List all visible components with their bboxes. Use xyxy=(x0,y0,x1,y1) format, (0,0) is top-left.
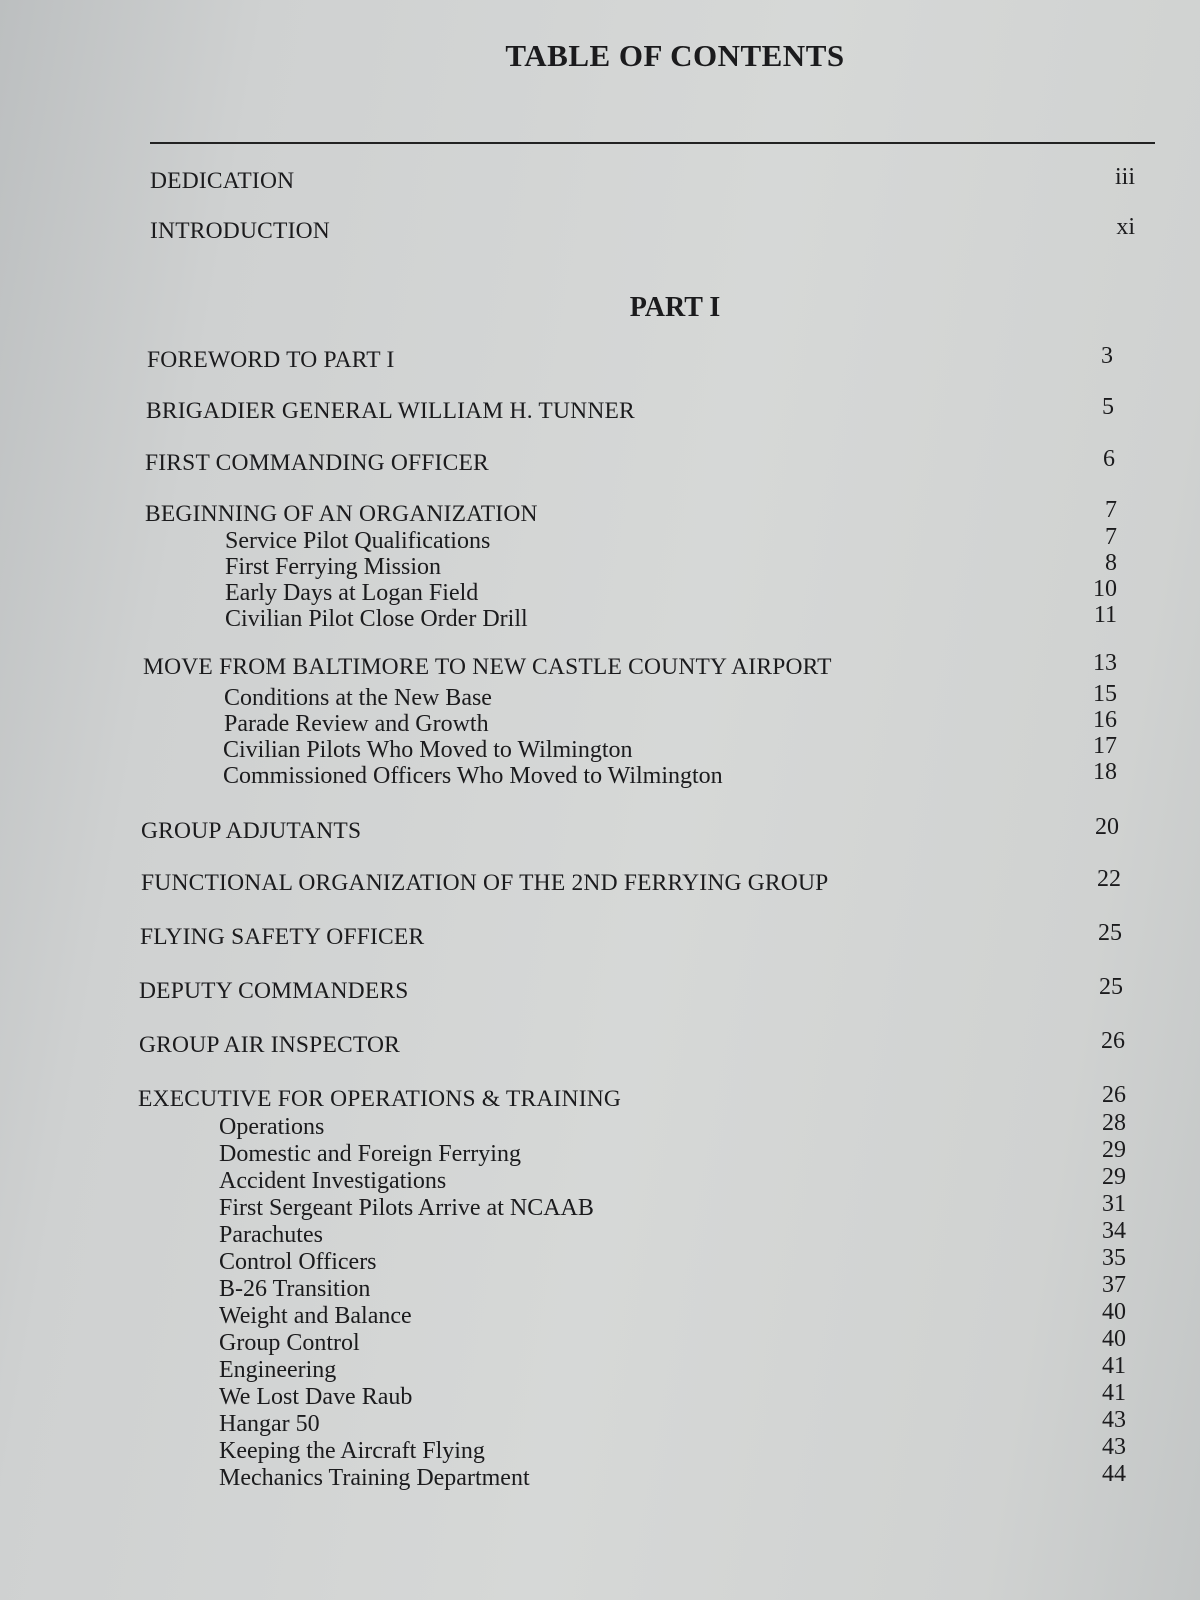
toc-entry-page: 43 xyxy=(1102,1434,1126,1460)
toc-entry-label: Engineering xyxy=(219,1357,337,1383)
toc-entry-page: 7 xyxy=(1105,497,1117,523)
toc-entry-label: Conditions at the New Base xyxy=(224,685,492,711)
toc-entry-label: Control Officers xyxy=(219,1249,377,1275)
toc-entry-page: 29 xyxy=(1102,1137,1126,1163)
toc-entry-page: 44 xyxy=(1102,1461,1126,1487)
toc-entry-label: Civilian Pilots Who Moved to Wilmington xyxy=(223,737,633,763)
toc-entry-label: INTRODUCTION xyxy=(150,218,330,244)
toc-entry-page: 40 xyxy=(1102,1299,1126,1325)
toc-entry-page: 11 xyxy=(1093,602,1117,628)
toc-entry-page: 10 xyxy=(1093,576,1117,602)
toc-entry-label: BEGINNING OF AN ORGANIZATION xyxy=(145,501,538,527)
toc-entry-label: FOREWORD TO PART I xyxy=(147,347,395,373)
toc-entry-page: 29 xyxy=(1102,1164,1126,1190)
toc-entry-page: 3 xyxy=(1101,343,1113,369)
toc-entry-page: 43 xyxy=(1102,1407,1126,1433)
toc-entry-page: 26 xyxy=(1102,1082,1126,1108)
toc-entry-page: 22 xyxy=(1097,866,1121,892)
toc-entry-label: DEDICATION xyxy=(150,168,295,194)
toc-entry-page: 37 xyxy=(1102,1272,1126,1298)
part-heading: PART I xyxy=(629,292,721,323)
toc-entry-page: 28 xyxy=(1102,1110,1126,1136)
toc-entry-label: MOVE FROM BALTIMORE TO NEW CASTLE COUNTY AIRPORT xyxy=(143,654,832,680)
toc-entry-label: Operations xyxy=(219,1114,325,1140)
toc-entry-page: xi xyxy=(1116,214,1135,240)
toc-entry-label: B-26 Transition xyxy=(219,1276,371,1302)
toc-entry-page: 31 xyxy=(1102,1191,1126,1217)
toc-entry-label: GROUP AIR INSPECTOR xyxy=(139,1032,401,1058)
toc-entry-page: 18 xyxy=(1093,759,1117,785)
toc-entry-page: 16 xyxy=(1093,707,1117,733)
toc-entry-label: FLYING SAFETY OFFICER xyxy=(140,924,425,950)
toc-entry-page: 7 xyxy=(1105,524,1117,550)
toc-entry-label: FUNCTIONAL ORGANIZATION OF THE 2ND FERRYING GROUP xyxy=(141,870,829,896)
toc-entry-label: Weight and Balance xyxy=(219,1303,412,1329)
toc-entry-label: Mechanics Training Department xyxy=(219,1465,530,1491)
toc-entry-label: Early Days at Logan Field xyxy=(225,580,479,606)
toc-entry-page: 13 xyxy=(1093,650,1117,676)
toc-entry-label: Accident Investigations xyxy=(219,1168,447,1194)
toc-entry-page: 25 xyxy=(1099,974,1123,1000)
toc-entry-label: DEPUTY COMMANDERS xyxy=(139,978,409,1004)
toc-entry-label: Domestic and Foreign Ferrying xyxy=(219,1141,521,1167)
toc-entry-page: 20 xyxy=(1095,814,1119,840)
toc-entry-label: BRIGADIER GENERAL WILLIAM H. TUNNER xyxy=(146,398,635,424)
toc-entry-label: Commissioned Officers Who Moved to Wilmington xyxy=(223,763,723,789)
page-title: TABLE OF CONTENTS xyxy=(505,38,845,73)
toc-entry-label: First Ferrying Mission xyxy=(225,554,442,580)
title-rule xyxy=(150,142,1155,144)
toc-entry-page: 17 xyxy=(1093,733,1117,759)
toc-entry-label: Group Control xyxy=(219,1330,360,1356)
toc-entry-introduction xyxy=(150,214,1135,250)
toc-entry-label: GROUP ADJUTANTS xyxy=(141,818,362,844)
toc-entry-page: 15 xyxy=(1093,681,1117,707)
toc-entry-label: First Sergeant Pilots Arrive at NCAAB xyxy=(219,1195,594,1221)
toc-entry-label: FIRST COMMANDING OFFICER xyxy=(145,450,489,476)
toc-entry-label: Parachutes xyxy=(219,1222,323,1248)
toc-entry-label: We Lost Dave Raub xyxy=(219,1384,413,1410)
toc-entry-page: 35 xyxy=(1102,1245,1126,1271)
toc-entry-page: 6 xyxy=(1103,446,1115,472)
toc-entry-label: Service Pilot Qualifications xyxy=(225,528,491,554)
toc-entry-page: 25 xyxy=(1098,920,1122,946)
toc-entry-page: 41 xyxy=(1102,1380,1126,1406)
toc-entry-page: 41 xyxy=(1102,1353,1126,1379)
toc-entry-label: Parade Review and Growth xyxy=(224,711,489,737)
toc-entry-label: Keeping the Aircraft Flying xyxy=(219,1438,485,1464)
toc-entry-page: 34 xyxy=(1102,1218,1126,1244)
toc-entry-page: 5 xyxy=(1102,394,1114,420)
toc-entry-page: 40 xyxy=(1102,1326,1126,1352)
toc-entry-page: iii xyxy=(1114,164,1135,190)
toc-entry-page: 8 xyxy=(1105,550,1117,576)
toc-entry-dedication xyxy=(150,164,1135,200)
toc-entry-label: Civilian Pilot Close Order Drill xyxy=(225,606,528,632)
toc-entry-label: Hangar 50 xyxy=(219,1411,320,1437)
toc-entry-page: 26 xyxy=(1101,1028,1125,1054)
toc-entry-label: EXECUTIVE FOR OPERATIONS & TRAINING xyxy=(138,1086,622,1112)
